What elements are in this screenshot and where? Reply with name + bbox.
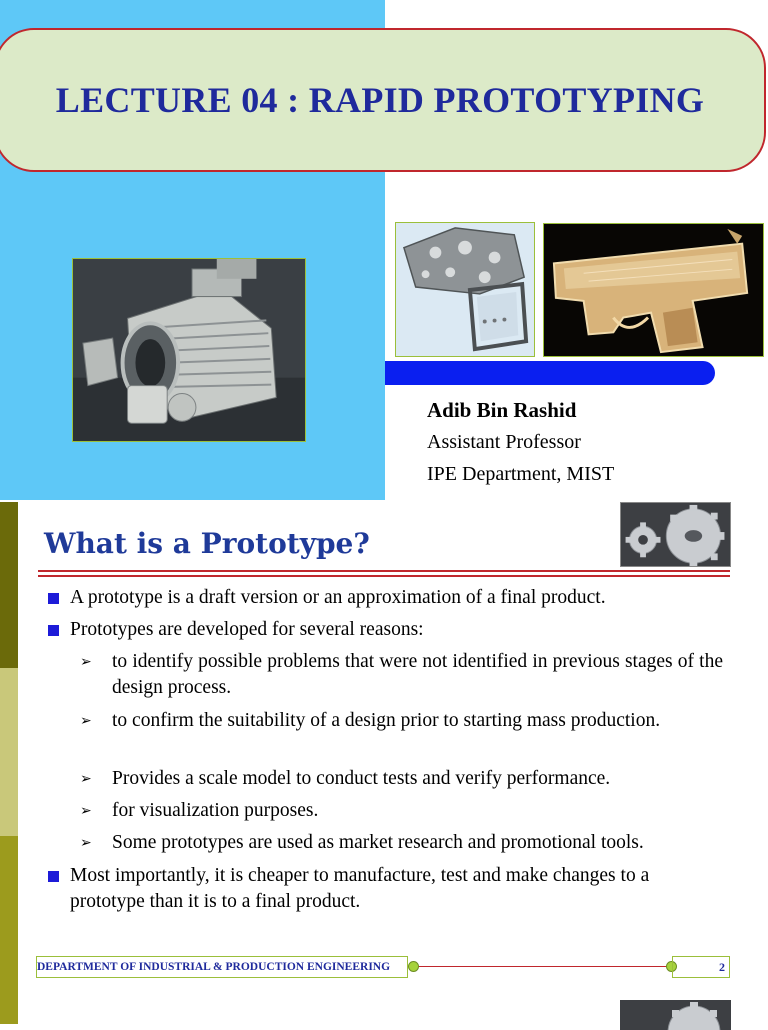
sub-list-item: ➢ to confirm the suitability of a design prior to starting mass production. <box>80 708 723 760</box>
list-item: Prototypes are developed for several reasons: <box>48 617 728 643</box>
list-item: A prototype is a draft version or an approximation of a final product. <box>48 585 728 611</box>
prototype-pistol-image <box>543 223 764 357</box>
side-strip-segment <box>0 586 18 668</box>
sub-list-item: ➢ for visualization purposes. <box>80 798 723 824</box>
arrow-bullet-icon: ➢ <box>80 713 92 729</box>
footer-dot-icon <box>408 961 419 972</box>
side-strip-segment <box>0 668 18 754</box>
cast-parts-image <box>395 222 535 357</box>
side-strip-segment <box>0 754 18 836</box>
footer-department: DEPARTMENT OF INDUSTRIAL & PRODUCTION ENGINEERING <box>36 956 408 978</box>
sub-list-item: ➢ Provides a scale model to conduct tests and verify performance. <box>80 766 723 792</box>
footer-divider <box>414 966 672 967</box>
square-bullet-icon <box>48 871 59 882</box>
sub-list-item: ➢ to identify possible problems that were not identified in previous stages of the design process. <box>80 651 723 698</box>
heading-divider <box>38 570 730 572</box>
gear-icon <box>620 502 731 567</box>
side-strip-segment <box>0 836 18 1024</box>
square-bullet-icon <box>48 625 59 636</box>
author-position: Assistant Professor <box>427 431 581 453</box>
arrow-bullet-icon: ➢ <box>80 835 92 851</box>
page-number: 2 <box>719 960 725 974</box>
accent-bar <box>385 361 715 385</box>
motor-housing-image <box>72 258 306 442</box>
sub-list-item: ➢ Some prototypes are used as market research and promotional tools. <box>80 830 723 856</box>
arrow-bullet-icon: ➢ <box>80 771 92 787</box>
slide-heading: What is a Prototype? <box>44 527 370 560</box>
side-strip-segment <box>0 502 18 586</box>
arrow-bullet-icon: ➢ <box>80 803 92 819</box>
square-bullet-icon <box>48 593 59 604</box>
arrow-bullet-icon: ➢ <box>80 654 92 670</box>
gear-icon <box>620 1000 731 1030</box>
title-banner <box>0 28 766 172</box>
page-number-box <box>672 956 730 978</box>
list-item: Most importantly, it is cheaper to manufacture, test and make changes to a prototype than it is to a final product. <box>48 863 728 915</box>
author-department: IPE Department, MIST <box>427 463 615 485</box>
heading-divider <box>38 575 730 577</box>
lecture-title: LECTURE 04 : RAPID PROTOTYPING <box>55 80 705 120</box>
author-name: Adib Bin Rashid <box>427 398 577 422</box>
